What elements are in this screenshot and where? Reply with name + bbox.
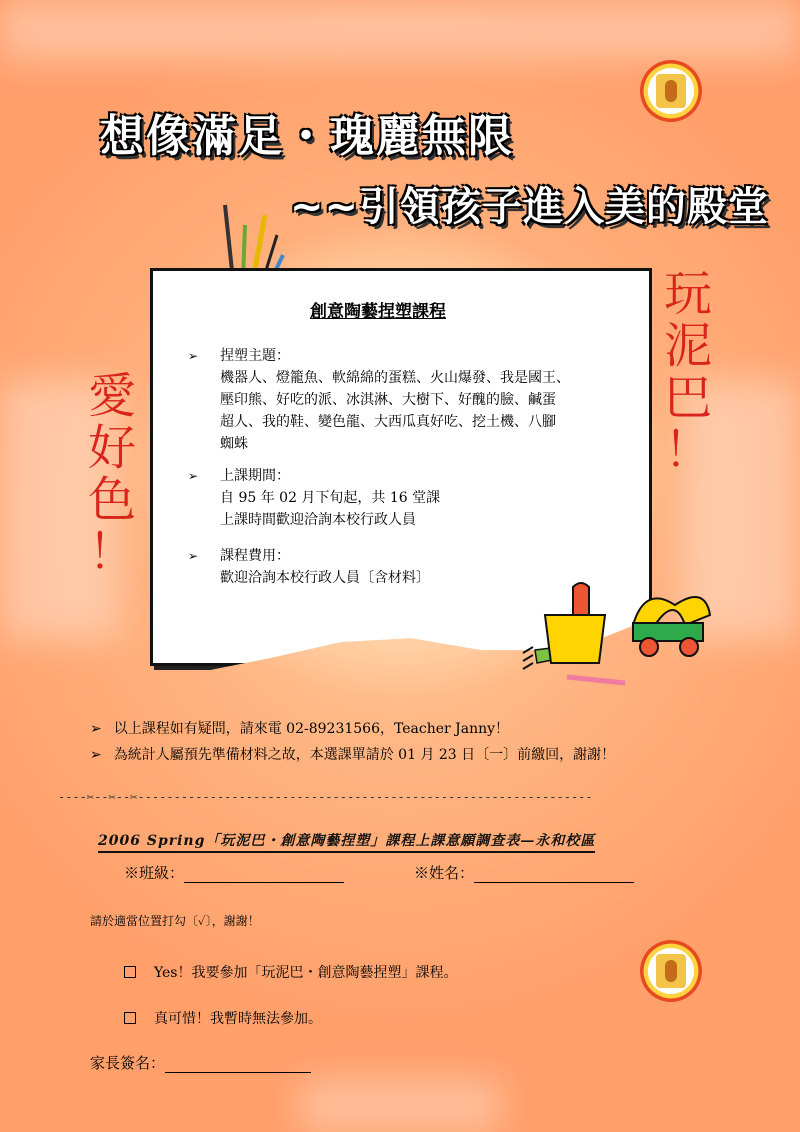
note-text: 以上課程如有疑問，請來電 02-89231566，Teacher Janny！ xyxy=(113,721,510,737)
section-topics xyxy=(188,345,608,455)
subheadline: ~~引領孩子進入美的殿堂 xyxy=(290,184,770,230)
class-blank[interactable] xyxy=(184,866,344,883)
class-label: ※班級： xyxy=(124,864,185,882)
section-heading: 上課期間： xyxy=(220,468,290,484)
class-field[interactable] xyxy=(124,862,344,883)
toys-icon xyxy=(515,575,715,695)
option-yes[interactable] xyxy=(124,962,458,982)
section-body: 機器人、燈籠魚、軟綿綿的蛋糕、火山爆發、我是國王、 壓印熊、好吃的派、冰淇淋、大樹下、好醜的臉、鹹蛋 超人、我的鞋、變色龍、大西瓜真好吃、挖土機、八腳 蜘蛛 xyxy=(220,370,570,452)
headline: 想像滿足・瑰麗無限 xyxy=(100,111,514,162)
scissors-cut-line: ----✂--✂--✂--------------------------------------------------------------- xyxy=(58,790,593,804)
scribble-right: 玩 泥 巴 ！ xyxy=(663,266,712,478)
light-flare xyxy=(0,0,800,60)
note-text: 為統計人屬預先準備材料之故，本選課單請於 01 月 23 日〔一〕前繳回，謝謝！ xyxy=(113,747,616,763)
section-period xyxy=(188,465,608,531)
card-title: 創意陶藝捏塑課程 xyxy=(310,302,446,322)
name-field[interactable] xyxy=(414,862,634,883)
name-blank[interactable] xyxy=(474,866,634,883)
section-body: 自 95 年 02 月下旬起，共 16 堂課 上課時間歡迎洽詢本校行政人員 xyxy=(220,490,441,528)
notes-list xyxy=(90,716,615,768)
checkbox-no[interactable] xyxy=(124,1012,136,1024)
bullet-arrow-icon: ➢ xyxy=(188,349,199,363)
school-logo-icon xyxy=(640,60,702,122)
bullet-arrow-icon: ➢ xyxy=(188,469,199,483)
bullet-arrow-icon: ➢ xyxy=(90,721,102,737)
checkbox-yes[interactable] xyxy=(124,966,136,978)
bullet-arrow-icon: ➢ xyxy=(188,549,199,563)
signature-blank[interactable] xyxy=(165,1056,311,1073)
survey-title: 2006 Spring「玩泥巴・創意陶藝捏塑」課程上課意願調查表—永和校區 xyxy=(98,830,595,853)
instruction-text: 請於適當位置打勾〔✓〕，謝謝！ xyxy=(90,914,260,928)
bullet-arrow-icon: ➢ xyxy=(90,747,102,763)
signature-label: 家長簽名： xyxy=(90,1054,166,1072)
signature-field[interactable] xyxy=(90,1052,311,1073)
option-no[interactable] xyxy=(124,1008,322,1028)
light-flare xyxy=(300,1080,500,1132)
section-heading: 課程費用： xyxy=(220,548,290,564)
option-yes-label: Yes！我要參加「玩泥巴・創意陶藝捏塑」課程。 xyxy=(154,965,458,981)
option-no-label: 真可惜！我暫時無法參加。 xyxy=(154,1011,322,1027)
school-logo-icon xyxy=(640,940,702,1002)
section-heading: 捏塑主題： xyxy=(220,348,290,364)
scribble-left: 愛 好 色 ！ xyxy=(87,368,136,580)
name-label: ※姓名： xyxy=(414,864,475,882)
section-body: 歡迎洽詢本校行政人員〔含材料〕 xyxy=(220,570,430,586)
